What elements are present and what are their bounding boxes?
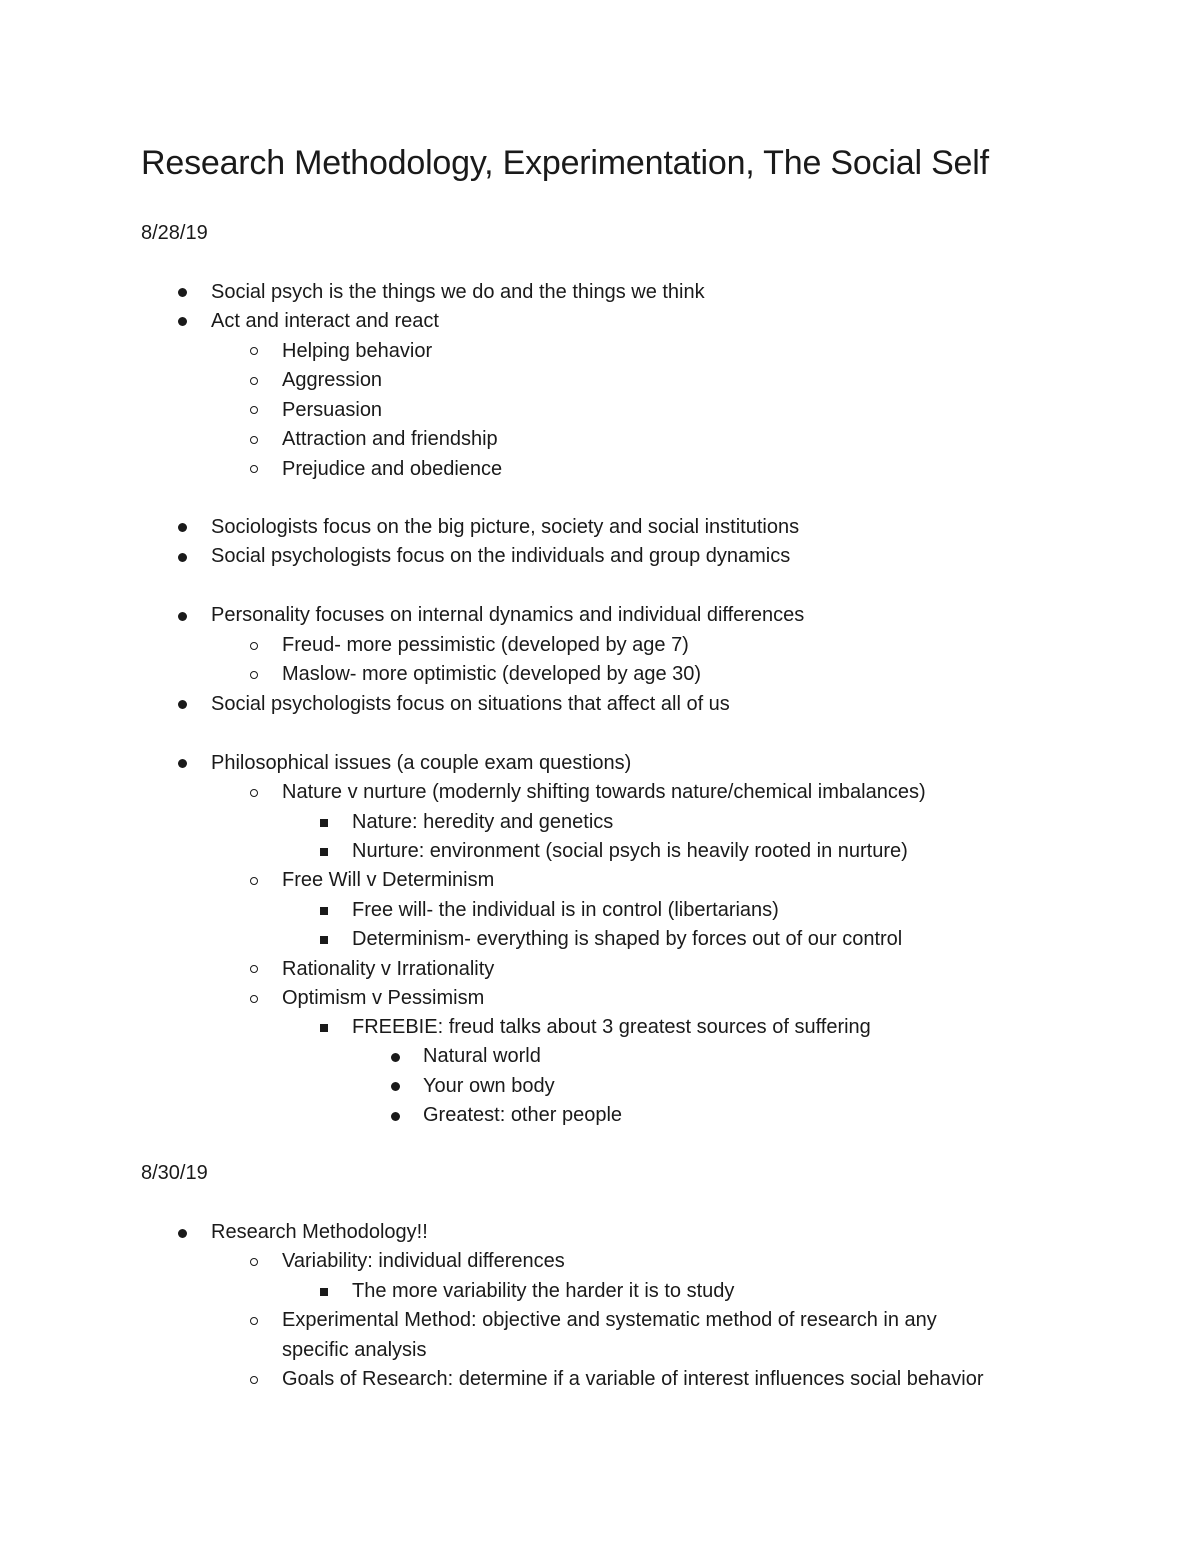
list-item: Research Methodology!! — [211, 1221, 428, 1243]
bullet-disc-icon — [178, 759, 187, 768]
list-item: Nurture: environment (social psych is heavily rooted in nurture) — [352, 840, 908, 862]
list-item: Attraction and friendship — [282, 428, 498, 450]
bullet-disc-icon — [178, 1229, 187, 1238]
bullet-disc-icon — [178, 288, 187, 297]
bullet-disc-icon — [178, 523, 187, 532]
list-item: Natural world — [423, 1045, 541, 1067]
bullet-circle-icon — [250, 671, 258, 679]
bullet-circle-icon — [250, 406, 258, 414]
bullet-circle-icon — [250, 965, 258, 973]
list-item: Optimism v Pessimism — [282, 987, 485, 1009]
list-item: Your own body — [423, 1075, 555, 1097]
bullet-square-icon — [320, 819, 328, 827]
list-item: Determinism- everything is shaped by forces out of our control — [352, 928, 903, 950]
list-item: Nature: heredity and genetics — [352, 811, 614, 833]
list-item: Rationality v Irrationality — [282, 958, 495, 980]
bullet-circle-icon — [250, 995, 258, 1003]
bullet-circle-icon — [250, 347, 258, 355]
list-item-continuation: specific analysis — [282, 1339, 427, 1361]
list-item: Persuasion — [282, 399, 383, 421]
bullet-disc-icon — [391, 1082, 400, 1091]
bullet-circle-icon — [250, 465, 258, 473]
list-item: Experimental Method: objective and systematic method of research in any — [282, 1309, 937, 1331]
bullet-circle-icon — [250, 436, 258, 444]
bullet-circle-icon — [250, 1376, 258, 1384]
list-item: Social psychologists focus on situations that affect all of us — [211, 693, 730, 715]
list-item: Maslow- more optimistic (developed by age 30) — [282, 663, 702, 685]
list-item: FREEBIE: freud talks about 3 greatest sources of suffering — [352, 1016, 871, 1038]
bullet-circle-icon — [250, 642, 258, 650]
bullet-disc-icon — [391, 1112, 400, 1121]
list-item: Sociologists focus on the big picture, society and social institutions — [211, 516, 800, 538]
date-heading: 8/30/19 — [141, 1162, 208, 1184]
list-item: Aggression — [282, 369, 383, 391]
bullet-circle-icon — [250, 877, 258, 885]
list-item: Philosophical issues (a couple exam questions) — [211, 752, 632, 774]
bullet-square-icon — [320, 936, 328, 944]
list-item: Goals of Research: determine if a variable of interest influences social behavior — [282, 1368, 984, 1390]
date-heading: 8/28/19 — [141, 222, 208, 244]
list-item: Nature v nurture (modernly shifting towards nature/chemical imbalances) — [282, 781, 926, 803]
bullet-circle-icon — [250, 377, 258, 385]
bullet-square-icon — [320, 1024, 328, 1032]
list-item: Variability: individual differences — [282, 1250, 565, 1272]
list-item: Social psychologists focus on the individuals and group dynamics — [211, 545, 791, 567]
list-item: The more variability the harder it is to study — [352, 1280, 735, 1302]
list-item: Free Will v Determinism — [282, 869, 495, 891]
document-title: Research Methodology, Experimentation, The Social Self — [141, 144, 989, 182]
list-item: Prejudice and obedience — [282, 458, 503, 480]
list-item: Social psych is the things we do and the things we think — [211, 281, 705, 303]
bullet-circle-icon — [250, 789, 258, 797]
bullet-square-icon — [320, 848, 328, 856]
list-item: Helping behavior — [282, 340, 433, 362]
bullet-disc-icon — [391, 1053, 400, 1062]
bullet-disc-icon — [178, 612, 187, 621]
bullet-circle-icon — [250, 1317, 258, 1325]
bullet-circle-icon — [250, 1258, 258, 1266]
bullet-disc-icon — [178, 553, 187, 562]
list-item: Personality focuses on internal dynamics and individual differences — [211, 604, 805, 626]
bullet-disc-icon — [178, 700, 187, 709]
list-item: Act and interact and react — [211, 310, 439, 332]
bullet-square-icon — [320, 907, 328, 915]
bullet-disc-icon — [178, 317, 187, 326]
bullet-square-icon — [320, 1288, 328, 1296]
list-item: Greatest: other people — [423, 1104, 623, 1126]
list-item: Freud- more pessimistic (developed by age 7) — [282, 634, 689, 656]
list-item: Free will- the individual is in control (libertarians) — [352, 899, 779, 921]
